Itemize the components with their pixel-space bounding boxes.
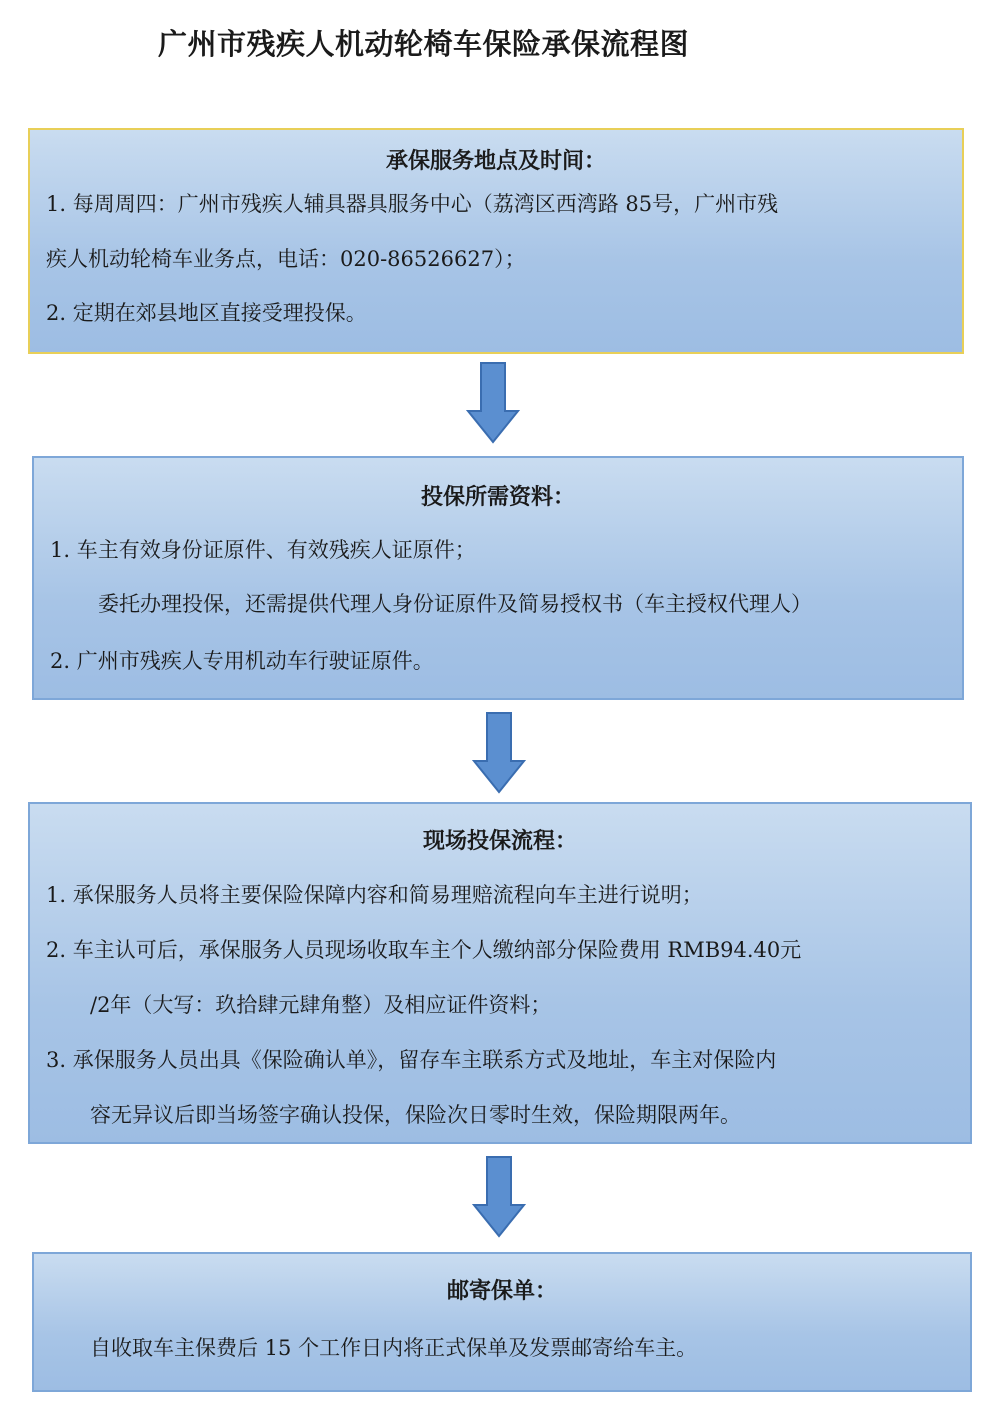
step-line: 3. 承保服务人员出具《保险确认单》，留存车主联系方式及地址，车主对保险内: [46, 1048, 777, 1072]
step-box-onsite-process: [28, 802, 972, 1144]
step-heading: 投保所需资料：: [420, 484, 575, 510]
step-heading: 邮寄保单：: [446, 1278, 557, 1304]
step-line: 1. 承保服务人员将主要保险保障内容和简易理赔流程向车主进行说明；: [46, 883, 703, 907]
step-line: 委托办理投保，还需提供代理人身份证原件及简易授权书（车主授权代理人）: [98, 592, 812, 616]
step-box-required-documents: [32, 456, 964, 700]
flowchart-title: 广州市残疾人机动轮椅车保险承保流程图: [158, 27, 690, 61]
step-line: 2. 广州市残疾人专用机动车行驶证原件。: [50, 649, 434, 673]
step-heading: 现场投保流程：: [422, 828, 577, 854]
step-heading: 承保服务地点及时间：: [385, 148, 606, 174]
down-arrow-icon: [466, 362, 520, 444]
step-line: 1. 每周周四：广州市残疾人辅具器具服务中心（荔湾区西湾路 85号，广州市残: [46, 192, 779, 216]
step-box-service-location: [28, 128, 964, 354]
step-line: 容无异议后即当场签字确认投保，保险次日零时生效，保险期限两年。: [90, 1103, 741, 1127]
down-arrow-icon: [472, 712, 526, 794]
down-arrow-icon: [472, 1156, 526, 1238]
step-line: 2. 定期在郊县地区直接受理投保。: [46, 301, 367, 325]
step-line: 自收取车主保费后 15 个工作日内将正式保单及发票邮寄给车主。: [90, 1336, 698, 1360]
step-line: /2年（大写：玖拾肆元肆角整）及相应证件资料；: [90, 993, 552, 1017]
step-line: 1. 车主有效身份证原件、有效残疾人证原件；: [50, 538, 476, 562]
step-line: 疾人机动轮椅车业务点，电话：020-86526627）；: [46, 247, 526, 271]
step-box-mail-policy: [32, 1252, 972, 1392]
step-line: 2. 车主认可后，承保服务人员现场收取车主个人缴纳部分保险费用 RMB94.40元: [46, 938, 802, 962]
